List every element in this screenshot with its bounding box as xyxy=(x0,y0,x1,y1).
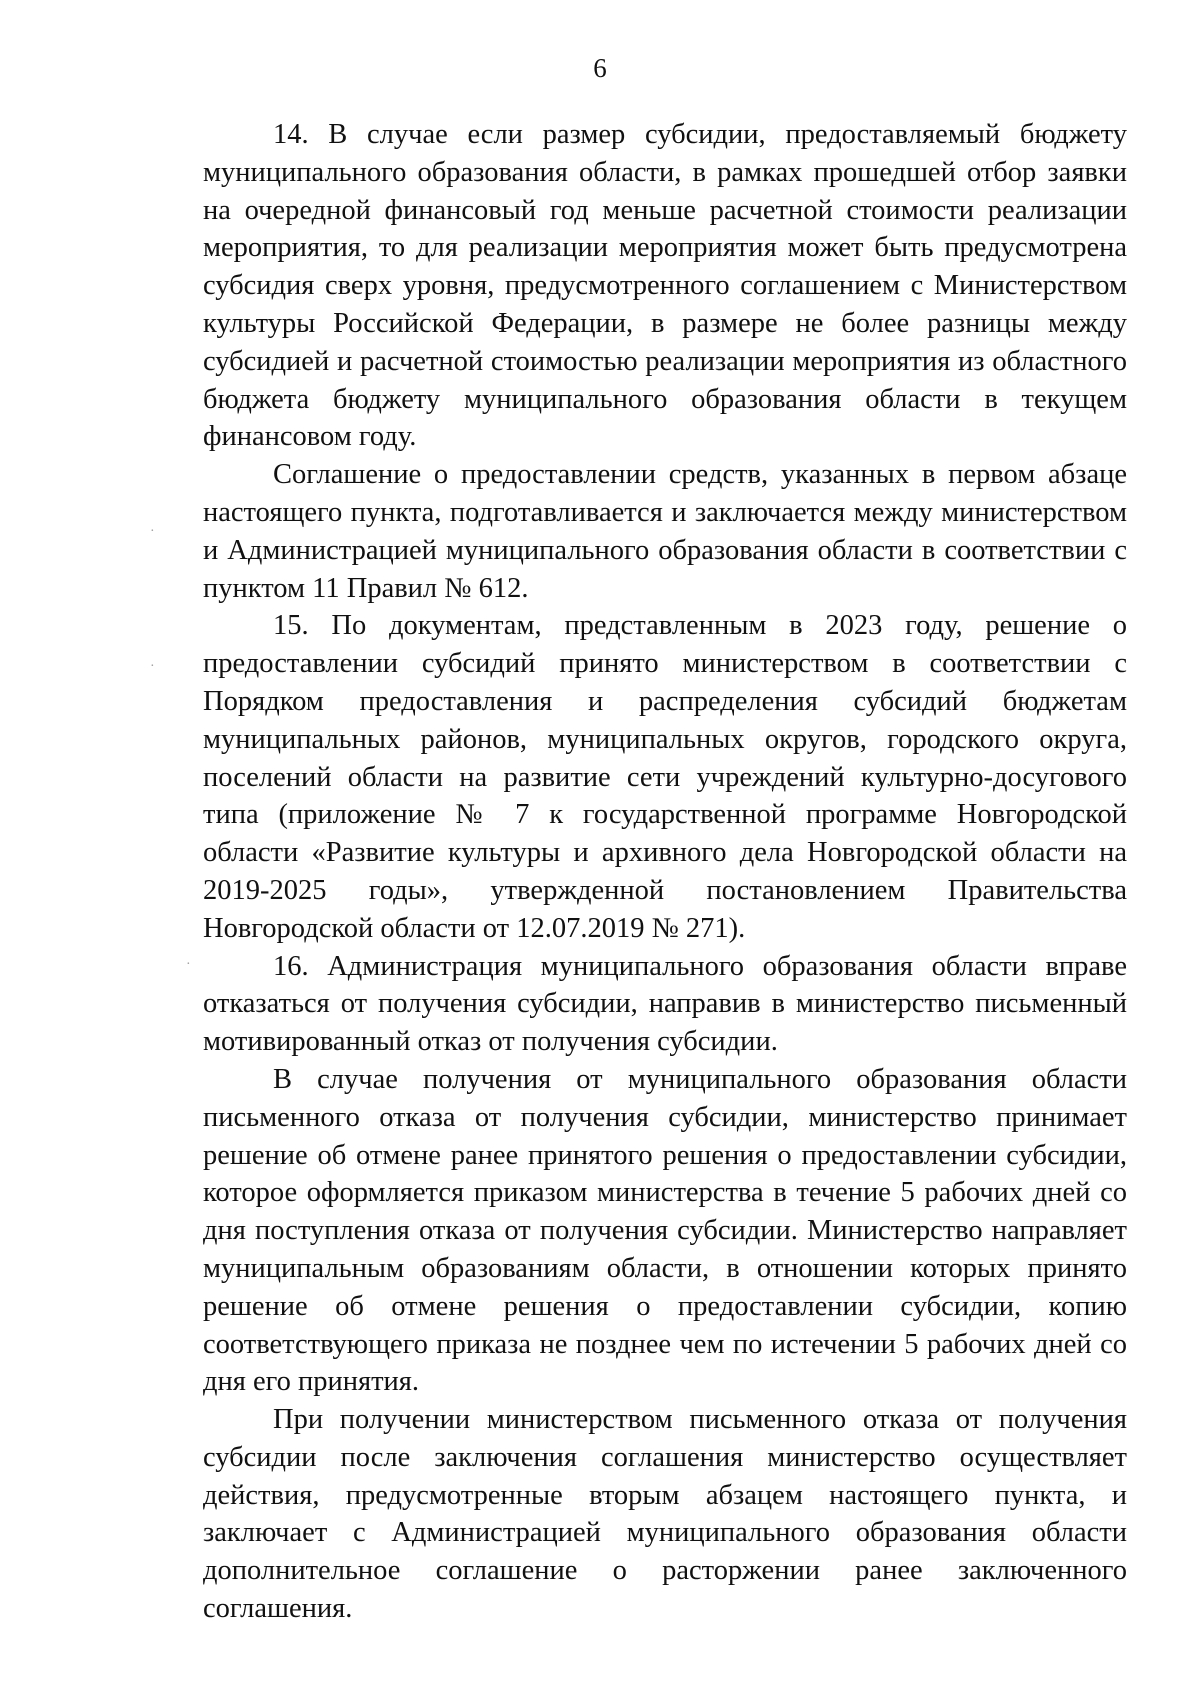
scan-speck: · xyxy=(186,957,191,972)
paragraph-15: 15. По документам, представленным в 2023 году, решение о предоставлении субсидий принято министерством в соответствии с Порядком предоставления и распределения субсидий бюджетам муниципальных районов, муниципальных округов, городского округа, поселений области на развитие сети учреждений культурно-досугового типа (приложение № 7 к государственной программе Новгородской области «Развитие культуры и архивного дела Новгородской области на 2019-2025 годы», утвержденной постановлением Правительства Новгородской области от 12.07.2019 № 271). xyxy=(203,610,1127,944)
paragraph-16: 16. Администрация муниципального образования области вправе отказаться от получения субсидии, направив в министерство письменный мотивированный отказ от получения субсидии. xyxy=(203,950,1127,1058)
paragraph-16-refusal: В случае получения от муниципального образования области письменного отказа от получения субсидии, министерство принимает решение об отмене ранее принятого решения о предоставлении субсидии, которое оформляется приказом министерства в течение 5 рабочих дней со дня поступления отказа от получения субсидии. Министерство направляет муниципальным образованиям области, в отношении которых принято решение об отмене решения о предоставлении субсидии, копию соответствующего приказа не позднее чем по истечении 5 рабочих дней со дня его принятия. xyxy=(203,1063,1127,1398)
paragraph-14-agreement: Соглашение о предоставлении средств, указанных в первом абзаце настоящего пункта, подготавливается и заключается между министерством и Администрацией муниципального образования области в соответствии с пунктом 11 Правил № 612. xyxy=(203,459,1127,604)
scan-speck: · xyxy=(150,524,155,539)
paragraph-14: 14. В случае если размер субсидии, предоставляемый бюджету муниципального образования области, в рамках прошедшей отбор заявки на очередной финансовый год меньше расчетной стоимости реализации мероприятия, то для реализации мероприятия может быть предусмотрена субсидия сверх уровня, предусмотренного соглашением с Министерством культуры Российской Федерации, в размере не более разницы между субсидией и расчетной стоимостью реализации мероприятия из областного бюджета бюджету муниципального образования области в текущем финансовом году. xyxy=(203,119,1127,453)
scan-speck: · xyxy=(150,659,155,674)
paragraph-16-termination: При получении министерством письменного отказа от получения субсидии после заключения соглашения министерство осуществляет действия, предусмотренные вторым абзацем настоящего пункта, и заключает с Администрацией муниципального образования области дополнительное соглашение о расторжении ранее заключенного соглашения. xyxy=(203,1404,1127,1625)
document-body xyxy=(203,116,1127,1628)
page-number: 6 xyxy=(593,53,607,83)
